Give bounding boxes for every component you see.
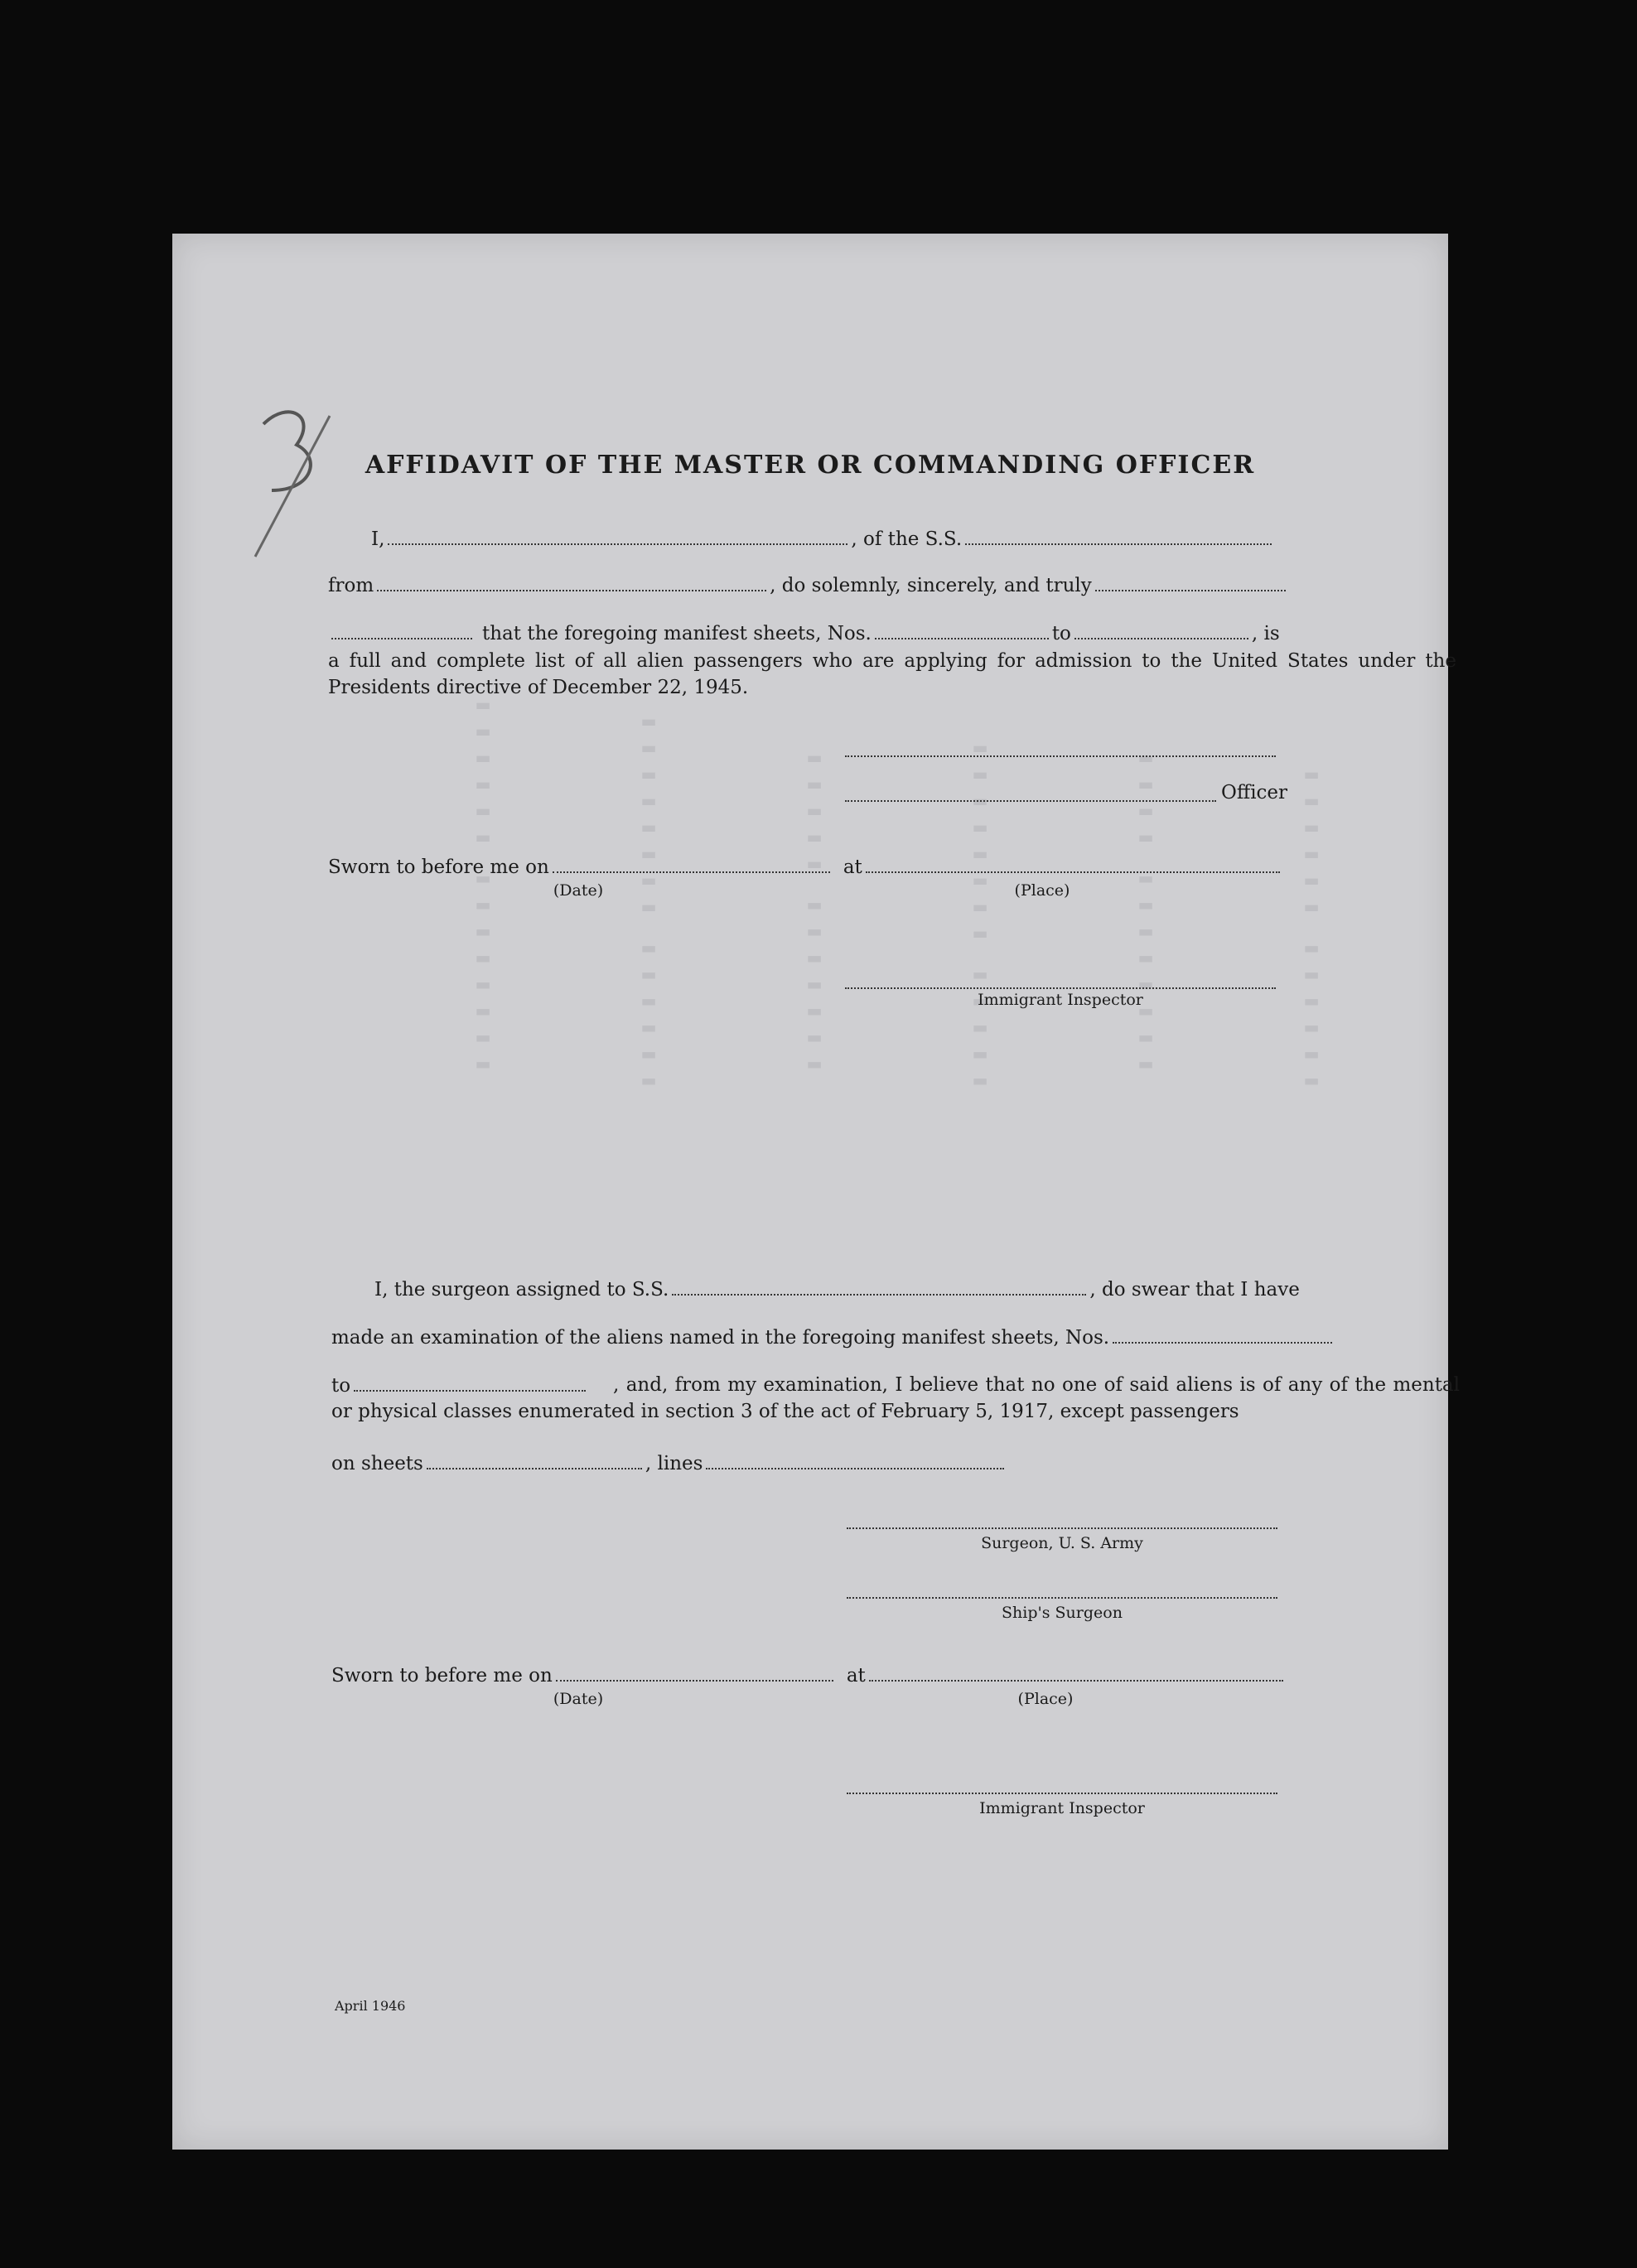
at-label: at bbox=[843, 857, 862, 878]
sworn-place-field[interactable] bbox=[866, 857, 1280, 873]
lines-label: , lines bbox=[645, 1453, 703, 1474]
master-from-line bbox=[328, 575, 1289, 596]
i-label: I, bbox=[371, 528, 385, 550]
oath-word-field[interactable] bbox=[1095, 575, 1286, 591]
surgeon-place-caption: (Place) bbox=[1017, 1690, 1074, 1708]
master-affidavit-paragraph: a full and complete list of all alien passengers who are applying for admission to the United States under the Presidents directive of December 22, 1945. bbox=[328, 650, 1456, 698]
master-sworn-line bbox=[328, 857, 1283, 878]
officer-signature-line-1[interactable] bbox=[845, 754, 1276, 757]
master-manifest-line bbox=[328, 623, 1280, 644]
surgeon-sworn-label: Sworn to before me on bbox=[331, 1665, 553, 1687]
master-name-field[interactable] bbox=[388, 528, 847, 545]
date-caption: (Date) bbox=[553, 881, 604, 900]
surgeon-affidavit-paragraph: , and, from my examination, I believe that no one of said aliens is of any of the mental or physical classes enumerated in section 3 of the act of February 5, 1917, except passengers bbox=[331, 1374, 1460, 1422]
bleed-through-texture: ▬▬▬▬▬▬▬▬ ▬▬▬▬ bbox=[1133, 746, 1158, 1079]
sworn-label: Sworn to before me on bbox=[328, 857, 549, 878]
exam-from-field[interactable] bbox=[1113, 1327, 1332, 1344]
master-name-line bbox=[371, 528, 1448, 550]
swear-label: , do swear that I have bbox=[1089, 1279, 1300, 1300]
surgeon-intro-label: I, the surgeon assigned to S.S. bbox=[374, 1279, 669, 1300]
of-ss-label: , of the S.S. bbox=[851, 528, 963, 550]
surgeon-sworn-place-field[interactable] bbox=[869, 1665, 1283, 1682]
surgeon-at-label: at bbox=[846, 1665, 866, 1687]
bleed-through-texture: ▬▬▬▬▬▬ ▬▬▬▬▬▬▬▬ bbox=[636, 709, 661, 1095]
ship-name-field[interactable] bbox=[965, 528, 1272, 545]
is-label: , is bbox=[1251, 623, 1280, 644]
bleed-through-texture: ▬▬▬▬▬▬ ▬▬▬▬▬▬ bbox=[1299, 762, 1324, 1095]
exam-label: made an examination of the aliens named in the foregoing manifest sheets, Nos. bbox=[331, 1327, 1110, 1349]
surgeon-sworn-line bbox=[331, 1665, 1287, 1687]
surgeon-date-caption: (Date) bbox=[553, 1690, 604, 1708]
to-label: to bbox=[1051, 623, 1071, 644]
sworn-date-field[interactable] bbox=[553, 857, 830, 873]
surgeon-inspector-signature-line[interactable] bbox=[847, 1791, 1277, 1794]
army-surgeon-label: Surgeon, U. S. Army bbox=[981, 1534, 1143, 1552]
bleed-through-texture: ▬▬▬▬▬▬▬▬ ▬▬▬▬▬▬ bbox=[471, 692, 495, 1079]
affidavit-document bbox=[172, 234, 1460, 2150]
sheets-field[interactable] bbox=[427, 1453, 642, 1469]
army-surgeon-signature-line[interactable] bbox=[847, 1526, 1277, 1529]
manifest-from-field[interactable] bbox=[875, 623, 1049, 639]
bleed-through-texture: ▬▬▬▬▬ ▬▬▬▬▬▬▬▬ bbox=[968, 736, 992, 1095]
inspector-label: Immigrant Inspector bbox=[978, 991, 1143, 1009]
ships-surgeon-signature-line[interactable] bbox=[847, 1595, 1277, 1599]
surgeon-sworn-date-field[interactable] bbox=[556, 1665, 833, 1682]
oath-continued-field[interactable] bbox=[331, 623, 472, 639]
lines-field[interactable] bbox=[706, 1453, 1004, 1469]
form-date-footer: April 1946 bbox=[335, 1998, 406, 2014]
sheets-label: on sheets bbox=[331, 1453, 423, 1474]
surgeon-exam-line bbox=[331, 1327, 1335, 1349]
officer-signature-line-2[interactable] bbox=[845, 799, 1216, 802]
bleed-through-texture: ▬▬▬▬▬▬▬ ▬▬▬▬▬ bbox=[802, 746, 827, 1079]
manifest-label: that the foregoing manifest sheets, Nos. bbox=[482, 623, 872, 644]
surgeon-intro-line bbox=[374, 1279, 1300, 1300]
manifest-to-field[interactable] bbox=[1074, 623, 1248, 639]
surgeon-ship-field[interactable] bbox=[672, 1279, 1086, 1296]
port-from-field[interactable] bbox=[377, 575, 766, 591]
place-caption: (Place) bbox=[1014, 881, 1070, 900]
solemnly-label: , do solemnly, sincerely, and truly bbox=[770, 575, 1092, 596]
inspector-signature-line[interactable] bbox=[845, 986, 1276, 989]
ships-surgeon-label: Ship's Surgeon bbox=[1002, 1604, 1123, 1622]
from-label: from bbox=[328, 575, 374, 596]
affidavit-title: AFFIDAVIT OF THE MASTER OR COMMANDING OFFICER bbox=[365, 451, 1256, 480]
surgeon-to-label: to bbox=[331, 1375, 351, 1397]
officer-label: Officer bbox=[1221, 782, 1288, 803]
surgeon-sheets-line bbox=[331, 1453, 1007, 1474]
surgeon-inspector-label: Immigrant Inspector bbox=[979, 1799, 1145, 1817]
